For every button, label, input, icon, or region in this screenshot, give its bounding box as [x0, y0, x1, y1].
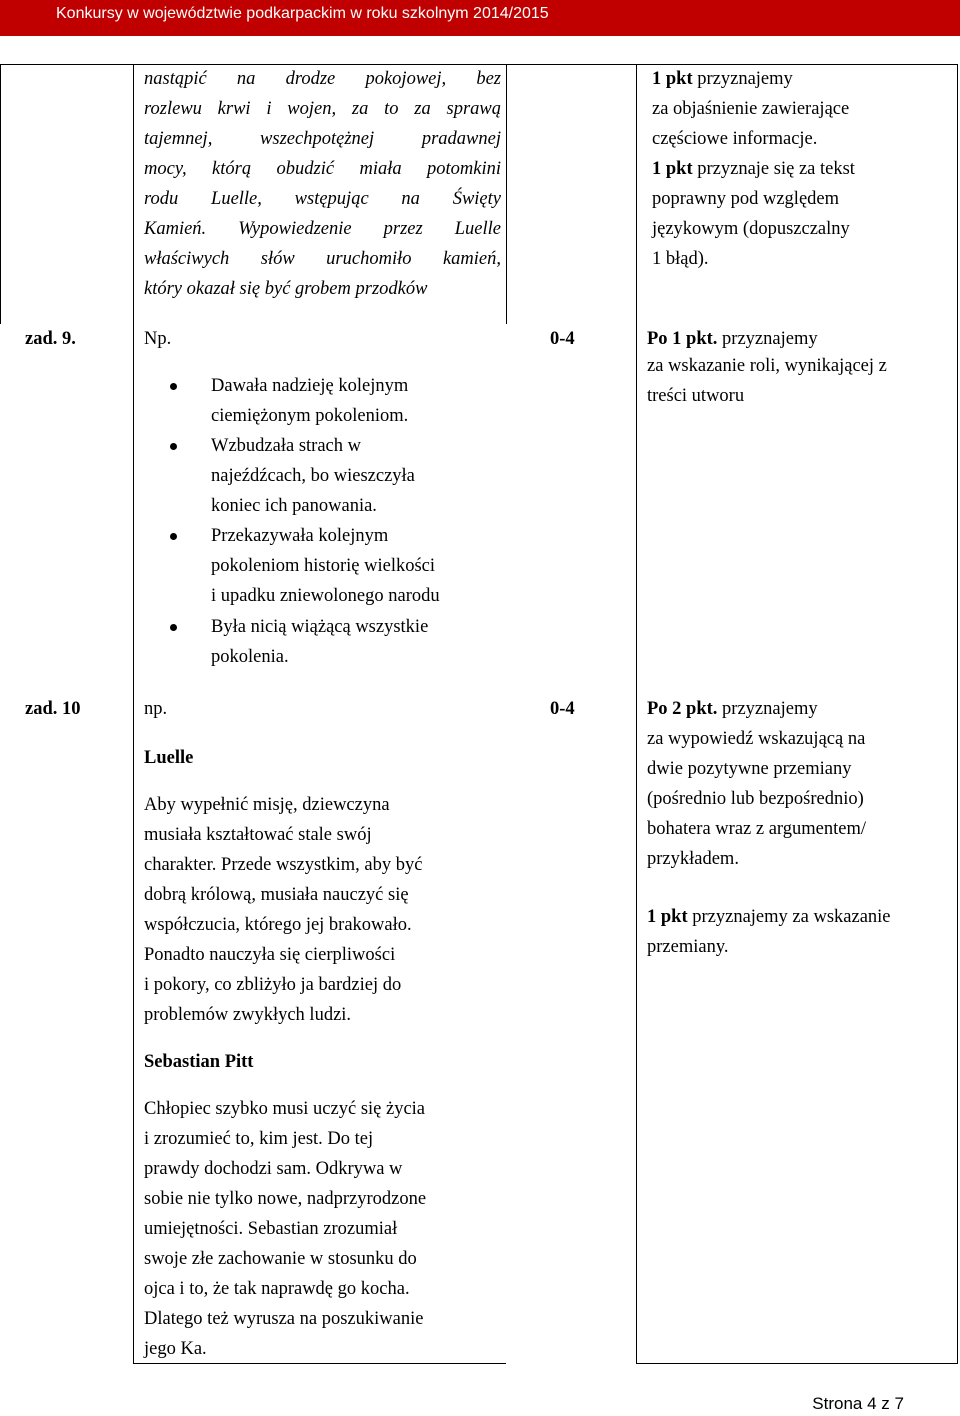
bullet-line: pokoleniom historię wielkości — [211, 556, 436, 576]
bullet-icon — [170, 624, 177, 631]
border-left — [0, 64, 1, 324]
answer-line: ojca i to, że tak naprawdę go kocha. — [144, 1279, 410, 1299]
page-footer: Strona 4 z 7 — [812, 1394, 904, 1413]
criteria-line: 1 pkt przyznajemy — [652, 69, 793, 89]
criteria-line: częściowe informacje. — [652, 129, 818, 149]
criteria-line: Po 2 pkt. przyznajemy — [647, 699, 818, 719]
task-label-9: zad. 9. — [25, 329, 76, 349]
criteria-line: językowym (dopuszczalny — [652, 219, 850, 239]
answer-line: sobie nie tylko nowe, nadprzyrodzone — [144, 1189, 427, 1209]
bullet-line: najeźdźcach, bo wieszczyła — [211, 466, 415, 486]
answer-line: prawdy dochodzi sam. Odkrywa w — [144, 1159, 403, 1179]
criteria-line: treści utworu — [647, 386, 745, 406]
answer-line: Kamień. Wypowiedzenie przez Luelle — [144, 219, 501, 239]
answer-line: nastąpić na drodze pokojowej, bez — [144, 69, 501, 89]
answer-line: tajemnej, wszechpotężnej pradawnej — [144, 129, 501, 149]
criteria-line: Po 1 pkt. przyznajemy — [647, 329, 818, 349]
answer-line: Dlatego też wyrusza na poszukiwanie — [144, 1309, 424, 1329]
points-10: 0-4 — [550, 699, 575, 719]
criteria-line: za objaśnienie zawierające — [652, 99, 850, 119]
criteria-line: za wskazanie roli, wynikającej z — [647, 356, 887, 376]
bullet-icon — [170, 533, 177, 540]
answer-line: który okazał się być grobem przodków — [144, 279, 428, 299]
criteria-line: przemiany. — [647, 937, 729, 957]
answer-line: i zrozumieć to, kim jest. Do tej — [144, 1129, 374, 1149]
answer-line: Chłopiec szybko musi uczyć się życia — [144, 1099, 426, 1119]
border-answer-left — [133, 64, 134, 1364]
bullet-line: Była nicią wiążącą wszystkie — [211, 617, 429, 637]
criteria-line: poprawny pod względem — [652, 189, 840, 209]
criteria-line: (pośrednio lub bezpośrednio) — [647, 789, 864, 809]
criteria-line: za wypowiedź wskazującą na — [647, 729, 866, 749]
criteria-line: bohatera wraz z argumentem/ — [647, 819, 866, 839]
header-title: Konkursy w województwie podkarpackim w roku szkolnym 2014/2015 — [56, 5, 549, 22]
criteria-line: przykładem. — [647, 849, 739, 869]
answer-line: swoje złe zachowanie w stosunku do — [144, 1249, 417, 1269]
page-number: 4 — [867, 1394, 877, 1413]
page-total: 7 — [894, 1394, 904, 1413]
bullet-line: ciemiężonym pokoleniom. — [211, 406, 409, 426]
answer-line: musiała kształtować stale swój — [144, 825, 372, 845]
criteria-line: 1 błąd). — [652, 249, 709, 269]
bullet-line: Dawała nadzieję kolejnym — [211, 376, 409, 396]
criteria-line: 1 pkt przyznajemy za wskazanie — [647, 907, 891, 927]
answer-line: problemów zwykłych ludzi. — [144, 1005, 352, 1025]
character-name-sebastian: Sebastian Pitt — [144, 1052, 254, 1072]
character-name-luelle: Luelle — [144, 748, 194, 768]
answer-line: rodu Luelle, wstępując na Święty — [144, 189, 501, 209]
border-right — [957, 64, 958, 1364]
answer-intro-10: np. — [144, 699, 168, 719]
answer-intro-9: Np. — [144, 329, 172, 349]
answer-line: dobrą królową, musiała nauczyć się — [144, 885, 409, 905]
answer-line: Aby wypełnić misję, dziewczyna — [144, 795, 390, 815]
border-criteria-left — [636, 64, 637, 1364]
answer-line: mocy, którą obudzić miała potomkini — [144, 159, 501, 179]
bullet-line: i upadku zniewolonego narodu — [211, 586, 440, 606]
answer-line: jego Ka. — [144, 1339, 207, 1359]
bullet-icon — [170, 443, 177, 450]
answer-line: i pokory, co zbliżyło ja bardziej do — [144, 975, 402, 995]
answer-line: współczucia, którego jej brakowało. — [144, 915, 412, 935]
bullet-line: pokolenia. — [211, 647, 289, 667]
document-header — [0, 0, 960, 36]
points-9: 0-4 — [550, 329, 575, 349]
criteria-line: 1 pkt przyznaje się za tekst — [652, 159, 855, 179]
answer-line: charakter. Przede wszystkim, aby być — [144, 855, 423, 875]
task-label-10: zad. 10 — [25, 699, 81, 719]
answer-line: rozlewu krwi i wojen, za to za sprawą — [144, 99, 501, 119]
criteria-bottom-border — [636, 1363, 957, 1364]
answer-line: umiejętności. Sebastian zrozumiał — [144, 1219, 398, 1239]
border-answer-right — [506, 64, 507, 324]
criteria-line: dwie pozytywne przemiany — [647, 759, 852, 779]
bullet-line: koniec ich panowania. — [211, 496, 377, 516]
bullet-icon — [170, 383, 177, 390]
bullet-line: Wzbudzała strach w — [211, 436, 361, 456]
bullet-line: Przekazywała kolejnym — [211, 526, 389, 546]
answer-line: Ponadto nauczyła się cierpliwości — [144, 945, 396, 965]
answer-line: właściwych słów uruchomiło kamień, — [144, 249, 501, 269]
